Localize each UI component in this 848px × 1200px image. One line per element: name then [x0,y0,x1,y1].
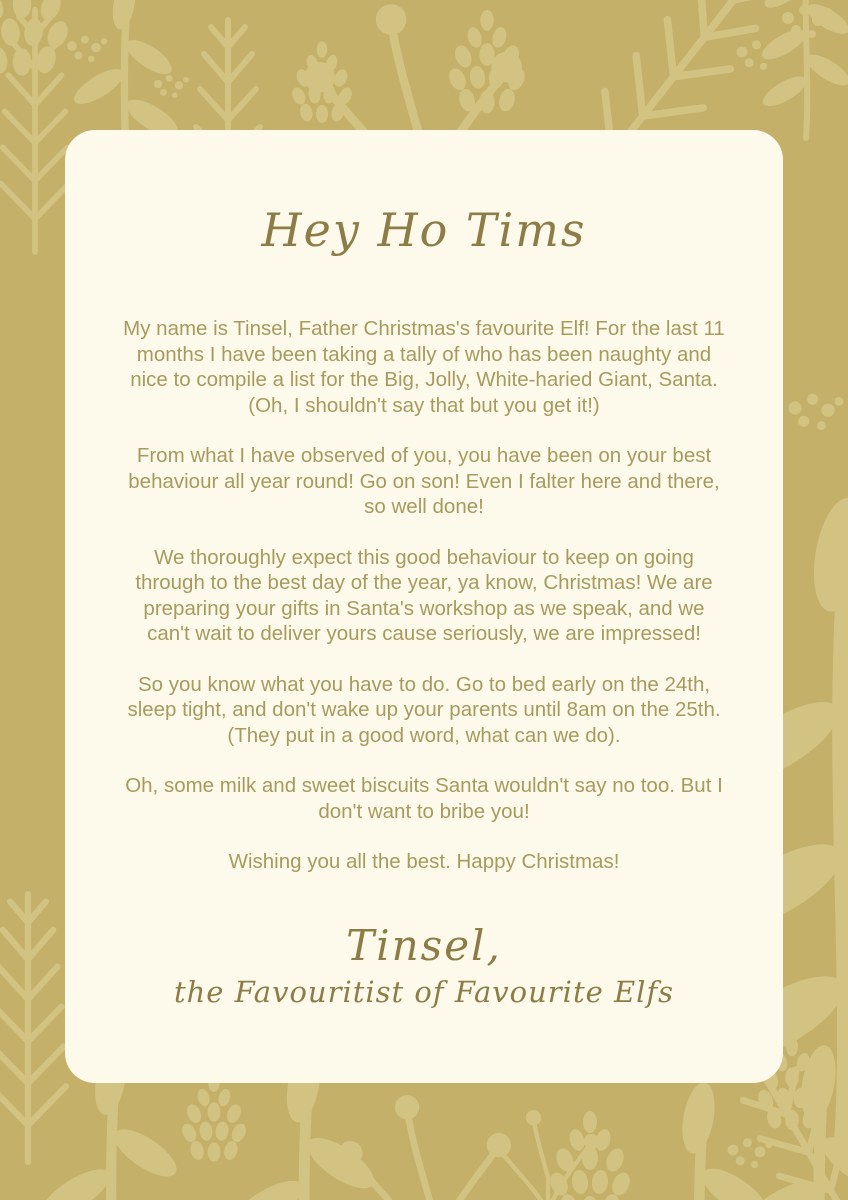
letter-signature [121,920,727,1011]
letter-paragraph-workshop: We thoroughly expect this good behaviour to keep on going through to the best day of the year, ya know, Christmas! We are preparing your gifts in Santa's workshop as we speak, and we can't wait to deliver yours cause seriously, we are impressed! [135,545,713,645]
letter-paragraph-wishes: Wishing you all the best. Happy Christmas! [228,850,620,873]
pinecone-motif [446,10,528,114]
berry-dots-motif [788,394,843,430]
pinecone-motif [179,1074,248,1161]
pine-sprig-motif [0,894,66,1162]
letter-card [65,130,783,1083]
letter-paragraph-biscuits: Oh, some milk and sweet biscuits Santa wouldn't say no too. But I don't want to bribe you! [125,774,723,823]
letter-paragraph-bedtime: So you know what you have to do. Go to bed early on the 24th, sleep tight, and don't wake up your parents until 8am on the 25th. (They put in a good word, what can we do). [127,672,721,747]
leaf-branch-motif [758,0,848,138]
signature-name: Tinsel, [346,920,502,970]
letter-paragraph-behaviour: From what I have observed of you, you have been on your best behaviour all year round! Go on son! Even I falter here and there, so well done! [128,444,720,518]
letter-paragraph-intro: My name is Tinsel, Father Christmas's favourite Elf! For the last 11 months I have been taking a tally of who has been naughty and nice to compile a list for the Big, Jolly, White-haried Giant, Santa. (Oh, I shouldn't say that but you get it!) [123,317,725,417]
letter-greeting: Hey Ho Tims [261,203,587,257]
berry-dots-motif [67,36,107,62]
pinecone-motif [547,1111,633,1200]
berry-dots-motif [154,75,189,98]
letter-body [121,316,727,875]
signature-title: the Favouritist of Favourite Elfs [173,974,675,1009]
